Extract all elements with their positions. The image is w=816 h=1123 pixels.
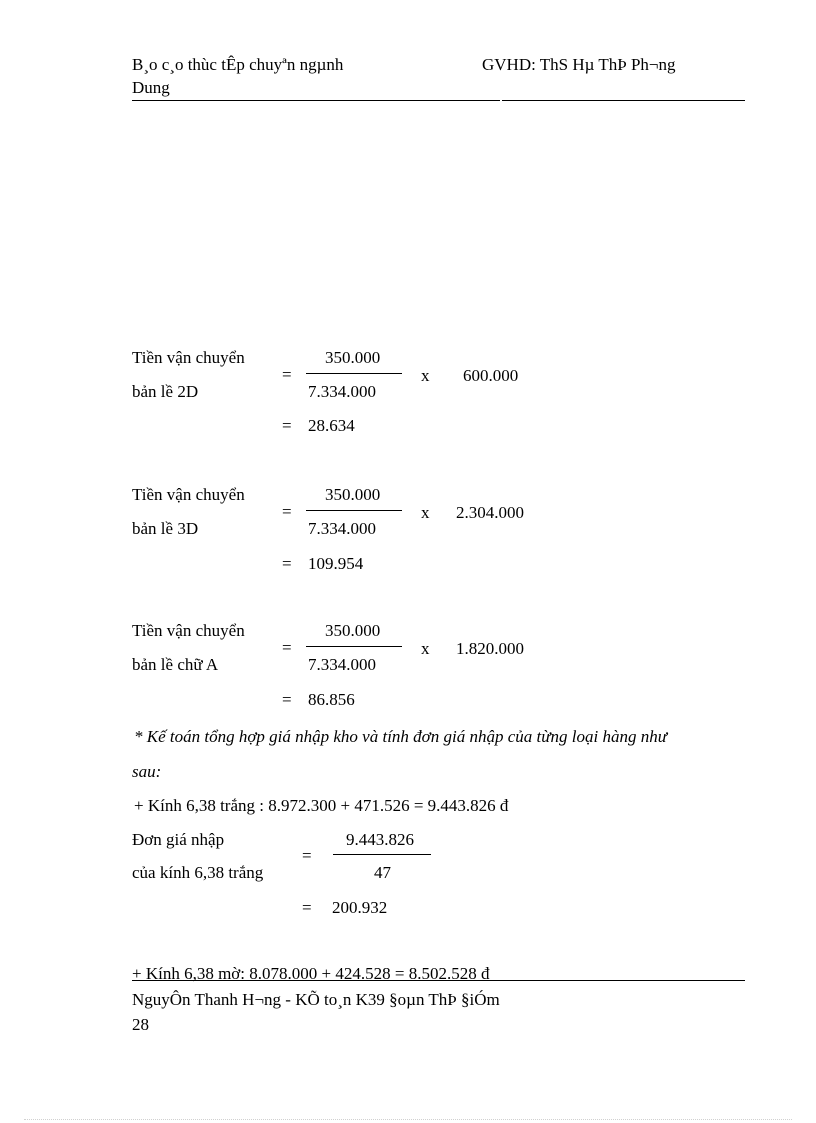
header-rule-left — [132, 100, 500, 101]
unit-price-label-line2: của kính 6,38 trắng — [132, 863, 264, 882]
equals-sign: = — [282, 690, 292, 709]
footer-author: NguyÔn Thanh H¬ng - KÕ to¸n K39 §oµn ThÞ §iÓm — [132, 990, 500, 1009]
result-value: 200.932 — [332, 898, 388, 917]
page-edge-divider — [24, 1119, 792, 1120]
accounting-note: * Kế toán tổng hợp giá nhập kho và tính đơn giá nhập của từng loại hàng như — [134, 727, 667, 746]
times-sign: x — [421, 503, 430, 522]
fraction-numerator: 350.000 — [325, 348, 381, 367]
calc-label-line1: Tiền vận chuyển — [132, 621, 245, 640]
fraction-bar — [306, 373, 402, 374]
fraction-denominator: 47 — [374, 863, 391, 882]
equals-sign: = — [302, 898, 312, 917]
multiplier-value: 2.304.000 — [456, 503, 524, 522]
header-rule-right — [502, 100, 745, 101]
fraction-denominator: 7.334.000 — [308, 655, 376, 674]
footer-rule — [132, 980, 745, 981]
fraction-numerator: 350.000 — [325, 621, 381, 640]
fraction-bar — [306, 646, 402, 647]
result-value: 86.856 — [308, 690, 355, 709]
equals-sign: = — [282, 502, 292, 521]
header-report-title: B¸o c¸o thùc tÊp chuyªn ngµnh — [132, 55, 344, 74]
fraction-bar — [306, 510, 402, 511]
times-sign: x — [421, 639, 430, 658]
kinh-trang-sum: + Kính 6,38 trắng : 8.972.300 + 471.526 = 9.443.826 đ — [134, 796, 509, 815]
equals-sign: = — [282, 638, 292, 657]
calc-label-line1: Tiền vận chuyển — [132, 485, 245, 504]
calc-label-line1: Tiền vận chuyển — [132, 348, 245, 367]
result-value: 28.634 — [308, 416, 355, 435]
kinh-mo-sum: + Kính 6,38 mờ: 8.078.000 + 424.528 = 8.502.528 đ — [132, 964, 490, 983]
calc-label-line2: bản lề chữ A — [132, 655, 219, 674]
page-number: 28 — [132, 1015, 149, 1034]
equals-sign: = — [282, 554, 292, 573]
equals-sign: = — [302, 846, 312, 865]
fraction-numerator: 9.443.826 — [346, 830, 414, 849]
accounting-note-continued: sau: — [132, 762, 162, 781]
unit-price-label-line1: Đơn giá nhập — [132, 830, 225, 849]
header-report-title-continued: Dung — [132, 78, 170, 97]
result-value: 109.954 — [308, 554, 364, 573]
header-supervisor: GVHD: ThS Hµ ThÞ Ph¬ng — [482, 55, 676, 74]
calc-label-line2: bản lề 2D — [132, 382, 199, 401]
multiplier-value: 1.820.000 — [456, 639, 524, 658]
multiplier-value: 600.000 — [463, 366, 519, 385]
calc-label-line2: bản lề 3D — [132, 519, 199, 538]
fraction-denominator: 7.334.000 — [308, 519, 376, 538]
equals-sign: = — [282, 365, 292, 384]
times-sign: x — [421, 366, 430, 385]
fraction-bar — [333, 854, 431, 855]
equals-sign: = — [282, 416, 292, 435]
fraction-denominator: 7.334.000 — [308, 382, 376, 401]
fraction-numerator: 350.000 — [325, 485, 381, 504]
